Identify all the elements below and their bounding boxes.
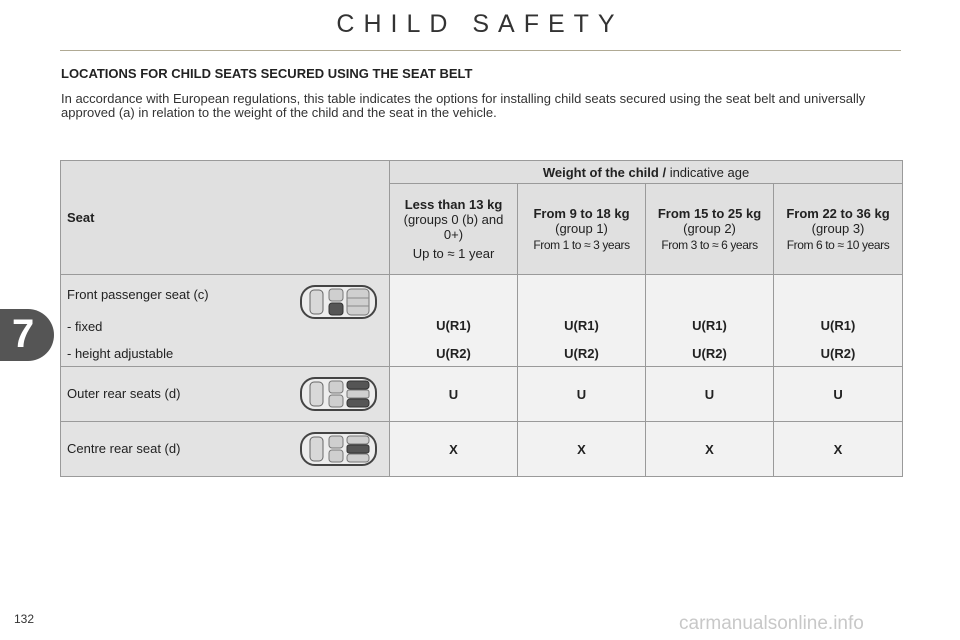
group-age: Up to ≈ 1 year	[412, 246, 495, 261]
group-kg: From 15 to 25 kg	[657, 205, 762, 221]
value-cell	[774, 275, 903, 367]
seat-label: Centre rear seat (d)	[67, 441, 181, 456]
page-title: CHILD SAFETY	[336, 10, 624, 38]
value-cell: U	[390, 367, 518, 422]
table-row	[61, 275, 903, 367]
group-kg: From 9 to 18 kg	[533, 205, 630, 221]
value-fixed: U(R1)	[820, 318, 856, 333]
group-header	[774, 184, 903, 275]
value-cell: X	[390, 422, 518, 477]
value-fixed: U(R1)	[692, 318, 727, 333]
table-row	[61, 367, 903, 422]
group-header	[518, 184, 646, 275]
seat-sub-label: - height adjustable	[67, 346, 174, 361]
seat-label: Front passenger seat (c)	[67, 287, 209, 302]
group-age: From 6 to ≈ 10 years	[786, 237, 890, 252]
group-age: From 1 to ≈ 3 years	[533, 237, 630, 252]
value-cell: U	[774, 367, 903, 422]
weight-header-rest: indicative age	[666, 164, 750, 180]
value-cell	[518, 275, 646, 367]
table-row	[61, 422, 903, 477]
group-label: (group 2)	[683, 220, 736, 236]
chapter-number: 7	[12, 312, 35, 356]
group-header	[646, 184, 774, 275]
group-label: (group 3)	[811, 220, 865, 236]
intro-paragraph: In accordance with European regulations, this table indicates the options for installing child seats secured using the seat belt and universally approved (a) in relation to the weight of the child and the seat in the vehicle.	[61, 91, 866, 120]
value-fixed: U(R1)	[436, 318, 471, 333]
group-kg: Less than 13 kg	[404, 197, 503, 212]
group-header	[390, 184, 518, 275]
value-adjustable: U(R2)	[692, 346, 727, 361]
group-age: From 3 to ≈ 6 years	[661, 237, 758, 252]
child-seat-table	[60, 160, 903, 477]
section-heading: LOCATIONS FOR CHILD SEATS SECURED USING THE SEAT BELT	[61, 66, 473, 81]
page-number: 132	[14, 612, 35, 626]
title-rule	[60, 50, 901, 51]
weight-header-bold: Weight of the child /	[542, 164, 667, 180]
value-cell: U	[646, 367, 774, 422]
seat-sub-label: - fixed	[67, 319, 103, 334]
seat-cell	[61, 367, 390, 422]
group-kg: From 22 to 36 kg	[786, 205, 890, 221]
value-cell	[390, 275, 518, 367]
weight-header	[390, 161, 903, 184]
seat-label: Outer rear seats (d)	[67, 386, 181, 401]
value-cell	[646, 275, 774, 367]
value-adjustable: U(R2)	[564, 346, 599, 361]
group-label: (group 1)	[555, 220, 608, 236]
value-adjustable: U(R2)	[820, 346, 856, 361]
seat-cell	[61, 275, 390, 367]
value-cell: X	[518, 422, 646, 477]
value-cell: X	[646, 422, 774, 477]
value-fixed: U(R1)	[564, 318, 599, 333]
car-centre-rear-icon	[299, 430, 379, 468]
group-label: (groups 0 (b) and 0+)	[403, 212, 504, 242]
value-adjustable: U(R2)	[436, 346, 471, 361]
car-outer-rear-icon	[299, 375, 379, 413]
value-cell: U	[518, 367, 646, 422]
value-cell: X	[774, 422, 903, 477]
car-front-passenger-icon	[299, 283, 379, 321]
seat-cell	[61, 422, 390, 477]
watermark: carmanualsonline.info	[679, 613, 864, 634]
seat-header: Seat	[61, 161, 390, 275]
